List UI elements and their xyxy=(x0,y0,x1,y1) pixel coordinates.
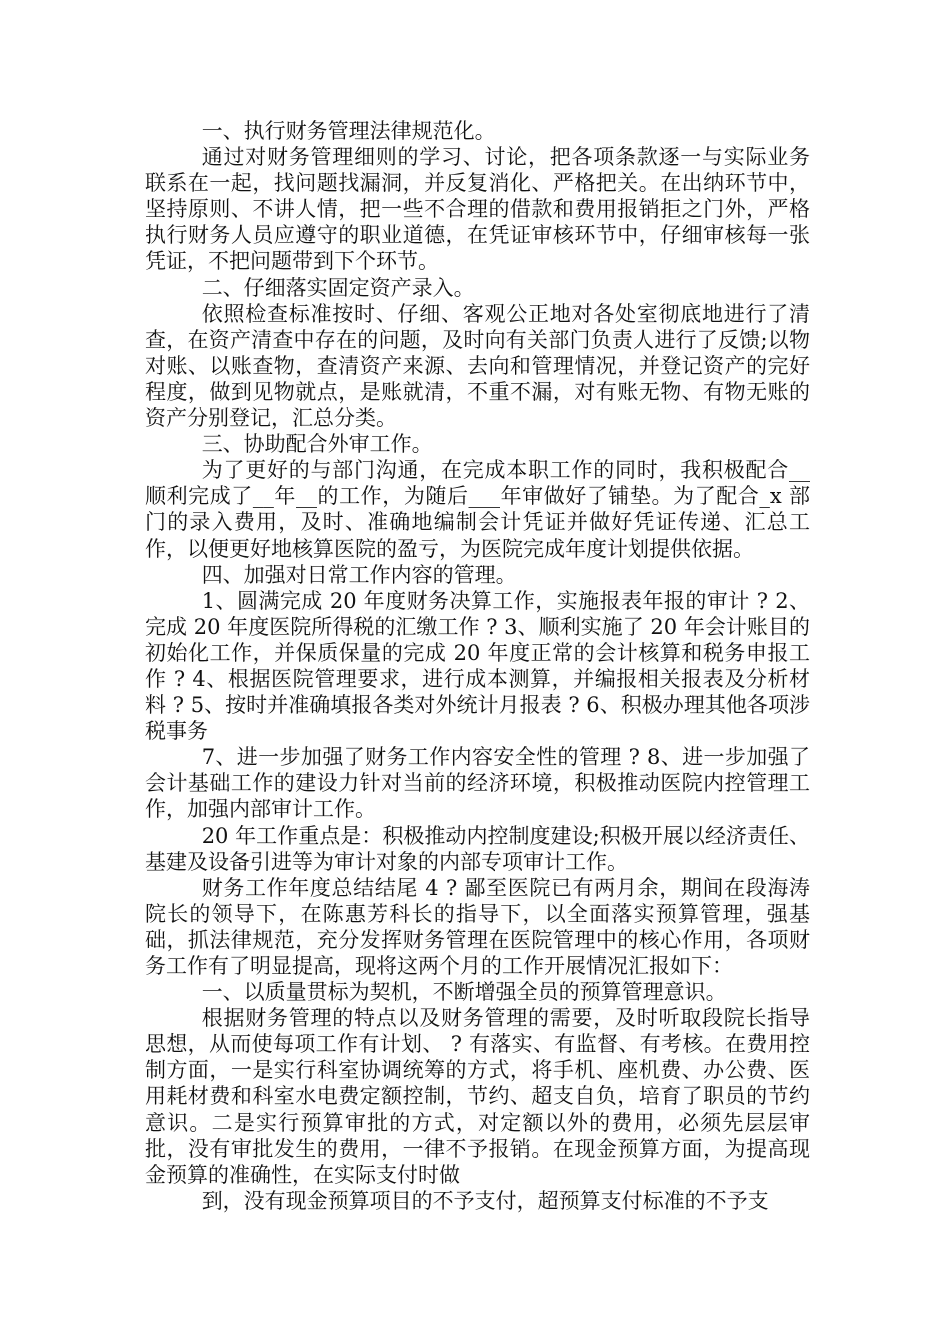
document-body xyxy=(145,118,810,1214)
paragraph: 1、圆满完成 20 年度财务决算工作，实施报表年报的审计 ? 2、完成 20 年度医院所得税的汇缴工作 ? 3、顺利实施了 20 年会计账目的初始化工作，并保质保量的完成 20 年度正常的会计核算和税务申报工作 ? 4、根据医院管理要求，进行成本测算，并编报相关报表及分析材料 ? 5、按时并准确填报各类对外统计月报表 ? 6、积极办理其他各项涉税事务 xyxy=(145,588,810,744)
paragraph: 依照检查标准按时、仔细、客观公正地对各处室彻底地进行了清查，在资产清查中存在的问题，及时向有关部门负责人进行了反馈;以物对账、以账查物，查清资产来源、去向和管理情况，并登记资产的完好程度，做到见物就点，是账就清，不重不漏，对有账无物、有物无账的资产分别登记，汇总分类。 xyxy=(145,301,810,431)
heading-4: 四、加强对日常工作内容的管理。 xyxy=(201,562,517,587)
paragraph: 为了更好的与部门沟通，在完成本职工作的同时，我积极配合__顺利完成了__年__的工作，为随后___年审做好了铺垫。为了配合_x 部门的录入费用，及时、准确地编制会计凭证并做好凭证传递、汇总工作，以便更好地核算医院的盈亏，为医院完成年度计划提供依据。 xyxy=(145,458,810,561)
heading-2: 二、仔细落实固定资产录入。 xyxy=(201,275,475,300)
paragraph: 通过对财务管理细则的学习、讨论，把各项条款逐一与实际业务联系在一起，找问题找漏洞，并反复消化、严格把关。在出纳环节中，坚持原则、不讲人情，把一些不合理的借款和费用报销拒之门外，严格执行财务人员应遵守的职业道德，在凭证审核环节中，仔细审核每一张凭证，不把问题带到下个环节。 xyxy=(145,145,810,274)
heading-3: 三、协助配合外审工作。 xyxy=(201,432,433,457)
paragraph: 7、进一步加强了财务工作内容安全性的管理 ? 8、进一步加强了会计基础工作的建设力针对当前的经济环境，积极推动医院内控管理工作，加强内部审计工作。 xyxy=(145,745,810,822)
heading-1: 一、执行财务管理法律规范化。 xyxy=(201,119,496,143)
heading-5: 一、以质量贯标为契机，不断增强全员的预算管理意识。 xyxy=(201,980,727,1005)
paragraph: 财务工作年度总结结尾 4 ? 鄙至医院已有两月余，期间在段海涛院长的领导下，在陈惠芳科长的指导下，以全面落实预算管理，强基础，抓法律规范，充分发挥财务管理在医院管理中的核心作用，各项财务工作有了明显提高，现将这两个月的工作开展情况汇报如下： xyxy=(145,875,810,978)
paragraph: 到，没有现金预算项目的不予支付，超预算支付标准的不予支 xyxy=(201,1188,769,1213)
paragraph: 根据财务管理的特点以及财务管理的需要，及时听取段院长指导思想，从而使每项工作有计划、 ? 有落实、有监督、有考核。在费用控制方面，一是实行科室协调统筹的方式，将手机、座机费、办公费、医用耗材费和科室水电费定额控制，节约、超支自负，培育了职员的节约意识。二是实行预算审批的方式，对定额以外的费用，必须先层层审批，没有审批发生的费用，一律不予报销。在现金预算方面，为提高现金预算的准确性，在实际支付时做 xyxy=(145,1006,810,1187)
paragraph: 20 年工作重点是：积极推动内控制度建设;积极开展以经济责任、基建及设备引进等为审计对象的内部专项审计工作。 xyxy=(145,823,810,874)
